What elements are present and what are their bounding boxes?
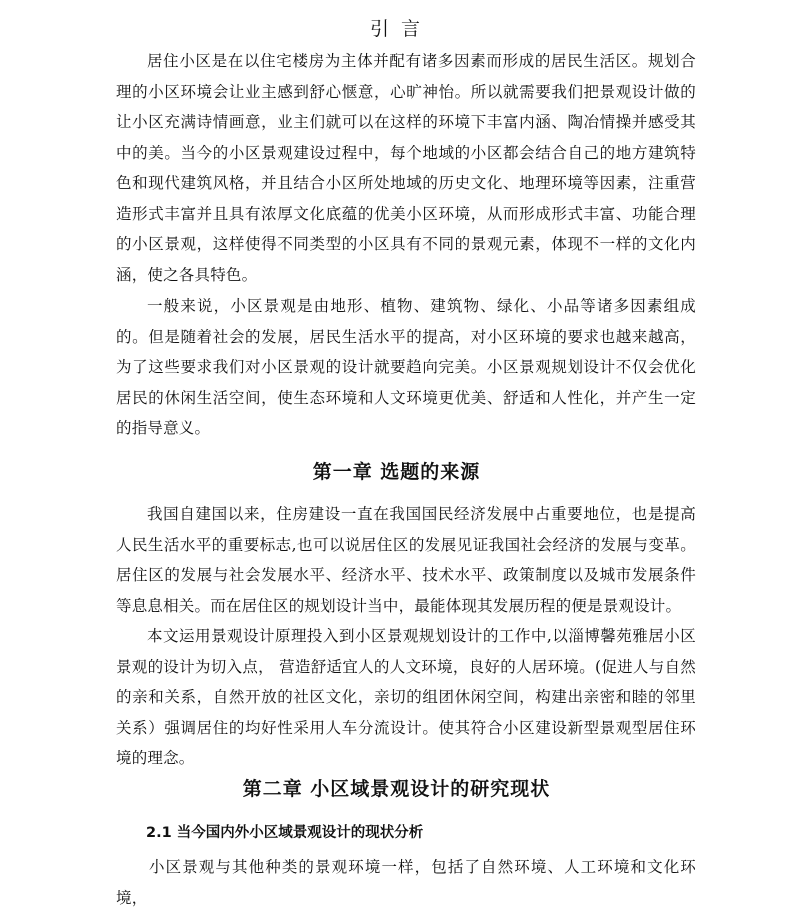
chapter1-paragraph-2: 本文运用景观设计原理投入到小区景观规划设计的工作中,以淄博馨苑雅居小区景观的设计为切入点， 营造舒适宜人的人文环境，良好的人居环境。(促进人与自然的亲和关系，自然开放的社区文化，亲切的组团休闲空间，构建出亲密和睦的邻里关系）强调居住的均好性采用人车分流设计。使其符合小区建设新型景观型居住环境的理念。: [116, 627, 696, 767]
chapter1-paragraph-1: 我国自建国以来，住房建设一直在我国国民经济发展中占重要地位，也是提高人民生活水平的重要标志,也可以说居住区的发展见证我国社会经济的发展与变革。居住区的发展与社会发展水平、经济水平、技术水平、政策制度以及城市发展条件等息息相关。而在居住区的规划设计当中，最能体现其发展历程的便是景观设计。: [116, 505, 696, 615]
chapter2-heading-wrap: [0, 774, 793, 801]
chapter1-heading-wrap: [0, 457, 793, 484]
section-2-1-title: 2.1 当今国内外小区域景观设计的现状分析: [146, 825, 424, 841]
intro-title: 引 言: [369, 18, 424, 40]
intro-paragraph-1: 居住小区是在以住宅楼房为主体并配有诸多因素而形成的居民生活区。规划合理的小区环境会让业主感到舒心惬意，心旷神怡。所以就需要我们把景观设计做的让小区充满诗情画意，业主们就可以在这样的环境下丰富内涵、陶冶情操并感受其中的美。当今的小区景观建设过程中，每个地域的小区都会结合自己的地方建筑特色和现代建筑风格，并且结合小区所处地域的历史文化、地理环境等因素，注重营造形式丰富并且具有浓厚文化底蕴的优美小区环境，从而形成形式丰富、功能合理的小区景观，这样使得不同类型的小区具有不同的景观元素，体现不一样的文化内涵，使之各具特色。: [116, 52, 696, 284]
chapter1-title: 第一章 选题的来源: [312, 461, 481, 483]
intro-paragraph-2: 一般来说，小区景观是由地形、植物、建筑物、绿化、小品等诸多因素组成的。但是随着社会的发展，居民生活水平的提高，对小区环境的要求也越来越高，为了这些要求我们对小区景观的设计就要趋向完美。小区景观规划设计不仅会优化居民的休闲生活空间，使生态环境和人文环境更优美、舒适和人性化，并产生一定的指导意义。: [116, 297, 696, 437]
chapter2-paragraph-1: 小区景观与其他种类的景观环境一样，包括了自然环境、人工环境和文化环境，: [116, 858, 696, 907]
chapter2-title: 第二章 小区域景观设计的研究现状: [242, 778, 551, 800]
intro-heading-wrap: [0, 14, 793, 41]
